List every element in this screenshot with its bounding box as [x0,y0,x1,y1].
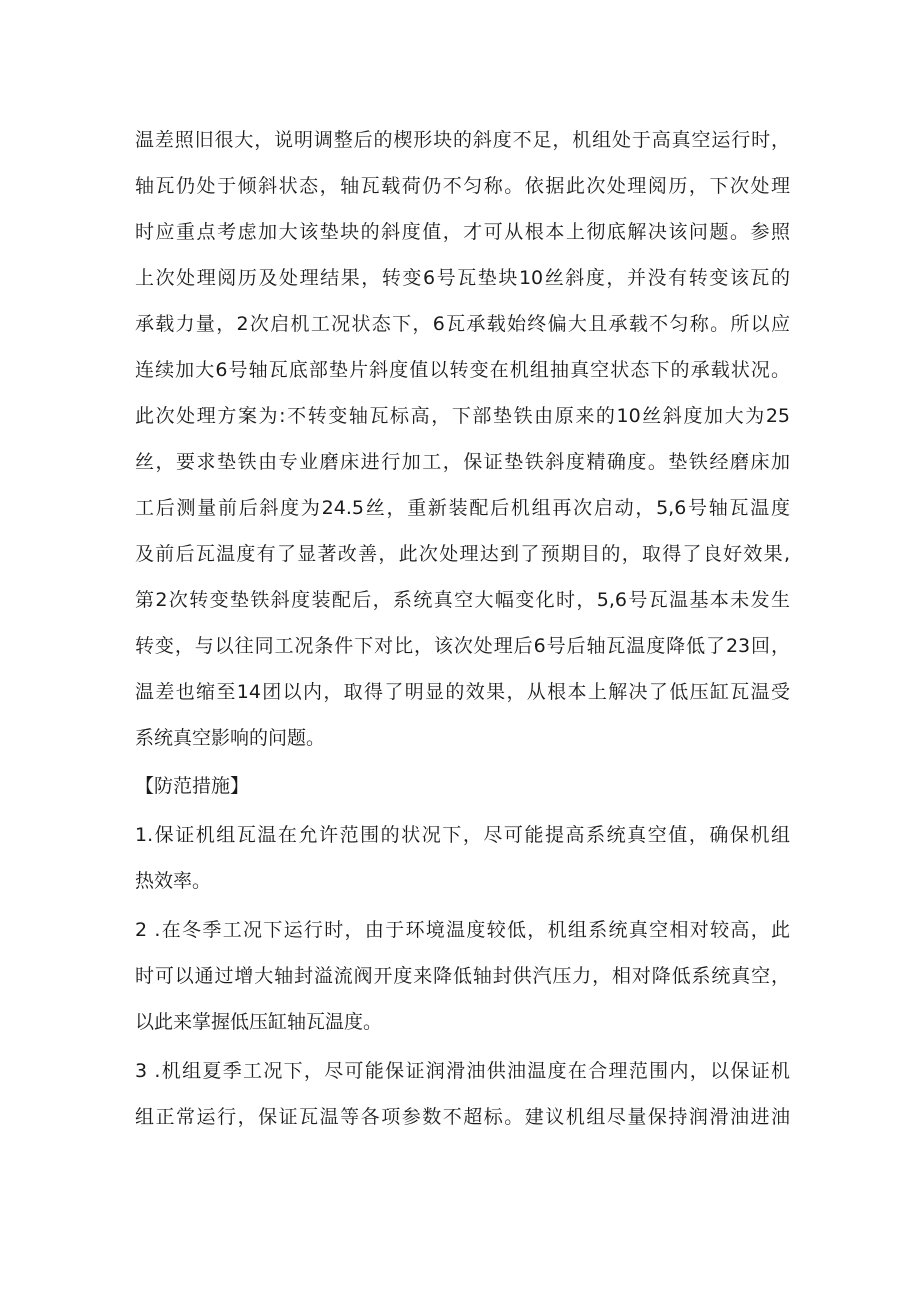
paragraph-line: 轴瓦仍处于倾斜状态，轴瓦载荷仍不匀称。依据此次处理阅历，下次处理 [135,175,790,197]
paragraph-line: 系统真空影响的问题。 [135,727,326,749]
list-item-line: 2 .在冬季工况下运行时，由于环境温度较低，机组系统真空相对较高，此 [135,919,790,941]
paragraph-line: 第2次转变垫铁斜度装配后，系统真空大幅变化时，5,6号瓦温基本未发生 [135,589,790,611]
list-item-line: 组正常运行，保证瓦温等各项参数不超标。建议机组尽量保持润滑油进油 [135,1106,790,1128]
list-item-line: 热效率。 [135,870,212,892]
list-item-line: 3 .机组夏季工况下，尽可能保证润滑油供油温度在合理范围内，以保证机 [135,1060,790,1082]
paragraph-line: 工后测量前后斜度为24.5丝，重新装配后机组再次启动，5,6号轴瓦温度 [135,497,790,519]
paragraph-line: 此次处理方案为:不转变轴瓦标高，下部垫铁由原来的10丝斜度加大为25 [135,405,790,427]
section-heading: 【防范措施】 [135,775,250,797]
paragraph-line: 承载力量，2次启机工况状态下，6瓦承载始终偏大且承载不匀称。所以应 [135,313,790,335]
list-item-line: 时可以通过增大轴封溢流阀开度来降低轴封供汽压力，相对降低系统真空， [135,965,790,987]
paragraph-line: 上次处理阅历及处理结果，转变6号瓦垫块10丝斜度，并没有转变该瓦的 [135,267,790,289]
paragraph-line: 时应重点考虑加大该垫块的斜度值，才可从根本上彻底解决该问题。参照 [135,221,790,243]
paragraph-line: 温差照旧很大，说明调整后的楔形块的斜度不足，机组处于高真空运行时， [135,129,790,151]
paragraph-line: 转变，与以往同工况条件下对比，该次处理后6号后轴瓦温度降低了23回， [135,635,790,657]
list-item-line: 1.保证机组瓦温在允许范围的状况下，尽可能提高系统真空值，确保机组 [135,824,790,846]
list-item-line: 以此来掌握低压缸轴瓦温度。 [135,1011,383,1033]
paragraph-line: 温差也缩至14团以内，取得了明显的效果，从根本上解决了低压缸瓦温受 [135,681,790,703]
paragraph-line: 及前后瓦温度有了显著改善，此次处理达到了预期目的，取得了良好效果, [135,543,790,565]
paragraph-line: 连续加大6号轴瓦底部垫片斜度值以转变在机组抽真空状态下的承载状况。 [135,359,790,381]
paragraph-line: 丝，要求垫铁由专业磨床进行加工，保证垫铁斜度精确度。垫铁经磨床加 [135,451,790,473]
